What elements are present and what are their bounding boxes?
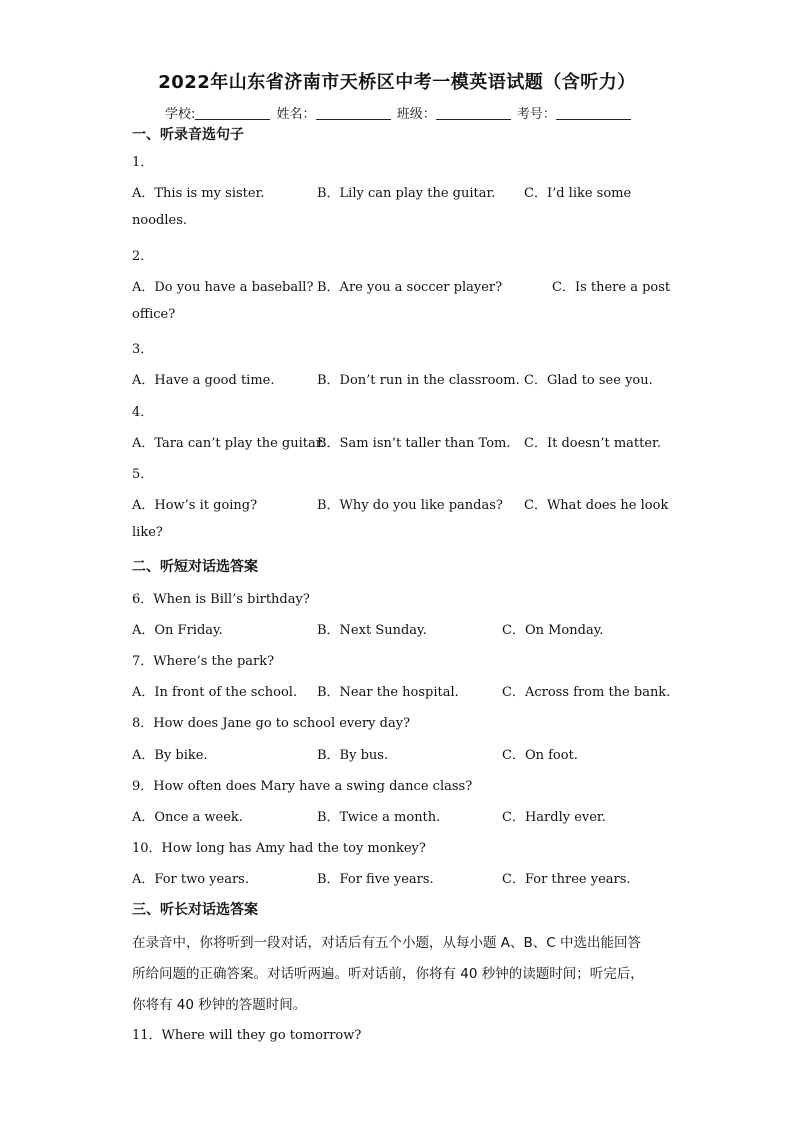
q10-option-c: C．For three years.: [502, 872, 631, 887]
q7-option-b: B．Near the hospital.: [317, 685, 459, 700]
q7-option-a: A．In front of the school.: [132, 685, 298, 700]
question-5-number: 5．: [132, 467, 154, 482]
question-2-number: 2．: [132, 249, 154, 264]
exam-no-label: 考号：: [516, 107, 556, 122]
instructions-line-3: 你将有 40 秒钟的答题时间。: [132, 997, 307, 1013]
q10-option-a: A．For two years.: [132, 872, 249, 887]
exam-no-blank[interactable]: [556, 107, 631, 120]
q4-option-a: A．Tara can’t play the guitar.: [132, 436, 325, 451]
q5-option-b: B．Why do you like pandas?: [317, 498, 503, 513]
q2-option-a: A．Do you have a baseball?: [132, 280, 314, 295]
section-1-heading: 一、听录音选句子: [132, 127, 244, 143]
question-11-stem: 11．Where will they go tomorrow?: [132, 1028, 362, 1043]
q6-option-b: B．Next Sunday.: [317, 623, 427, 638]
question-3-number: 3．: [132, 342, 154, 357]
q1-option-a: A．This is my sister.: [132, 186, 265, 201]
name-blank[interactable]: [316, 107, 391, 120]
q3-option-b: B．Don’t run in the classroom.: [317, 373, 520, 388]
q5-option-c: C．What does he look: [524, 498, 669, 513]
section-3-heading: 三、听长对话选答案: [132, 902, 258, 918]
page-title: 2022年山东省济南市天桥区中考一模英语试题（含听力）: [158, 72, 636, 93]
question-7-stem: 7．Where’s the park?: [132, 654, 275, 669]
q5-option-c-continued: like?: [132, 525, 163, 540]
q9-option-b: B．Twice a month.: [317, 810, 441, 825]
q4-option-c: C．It doesn’t matter.: [524, 436, 661, 451]
q10-option-b: B．For five years.: [317, 872, 434, 887]
section-2-heading: 二、听短对话选答案: [132, 559, 258, 575]
q9-option-a: A．Once a week.: [132, 810, 243, 825]
q1-option-c-continued: noodles.: [132, 213, 188, 228]
class-label: 班级：: [396, 107, 436, 122]
q9-option-c: C．Hardly ever.: [502, 810, 606, 825]
class-blank[interactable]: [436, 107, 511, 120]
name-label: 姓名：: [276, 107, 316, 122]
instructions-line-1: 在录音中，你将听到一段对话，对话后有五个小题，从每小题 A、B、C 中选出能回答: [132, 935, 642, 951]
question-8-stem: 8．How does Jane go to school every day?: [132, 716, 411, 731]
q1-option-c: C．I’d like some: [524, 186, 632, 201]
q5-option-a: A．How’s it going?: [132, 498, 258, 513]
q7-option-c: C．Across from the bank.: [502, 685, 671, 700]
q8-option-a: A．By bike.: [132, 748, 208, 763]
school-blank[interactable]: [195, 107, 270, 120]
question-10-stem: 10．How long has Amy had the toy monkey?: [132, 841, 426, 856]
q2-option-c: C．Is there a post: [552, 280, 671, 295]
question-6-stem: 6．When is Bill’s birthday?: [132, 592, 310, 607]
q6-option-a: A．On Friday.: [132, 623, 223, 638]
q2-option-b: B．Are you a soccer player?: [317, 280, 503, 295]
school-label: 学校:: [165, 107, 196, 122]
question-4-number: 4．: [132, 405, 154, 420]
q8-option-c: C．On foot.: [502, 748, 578, 763]
q3-option-a: A．Have a good time.: [132, 373, 275, 388]
question-1-number: 1．: [132, 155, 154, 170]
student-info-line: [165, 103, 633, 122]
q6-option-c: C．On Monday.: [502, 623, 604, 638]
q8-option-b: B．By bus.: [317, 748, 389, 763]
instructions-line-2: 所给问题的正确答案。对话听两遍。听对话前，你将有 40 秒钟的读题时间；听完后，: [132, 966, 644, 982]
q4-option-b: B．Sam isn’t taller than Tom.: [317, 436, 511, 451]
q3-option-c: C．Glad to see you.: [524, 373, 653, 388]
question-9-stem: 9．How often does Mary have a swing dance class?: [132, 779, 473, 794]
q1-option-b: B．Lily can play the guitar.: [317, 186, 496, 201]
q2-option-c-continued: office?: [132, 307, 176, 322]
